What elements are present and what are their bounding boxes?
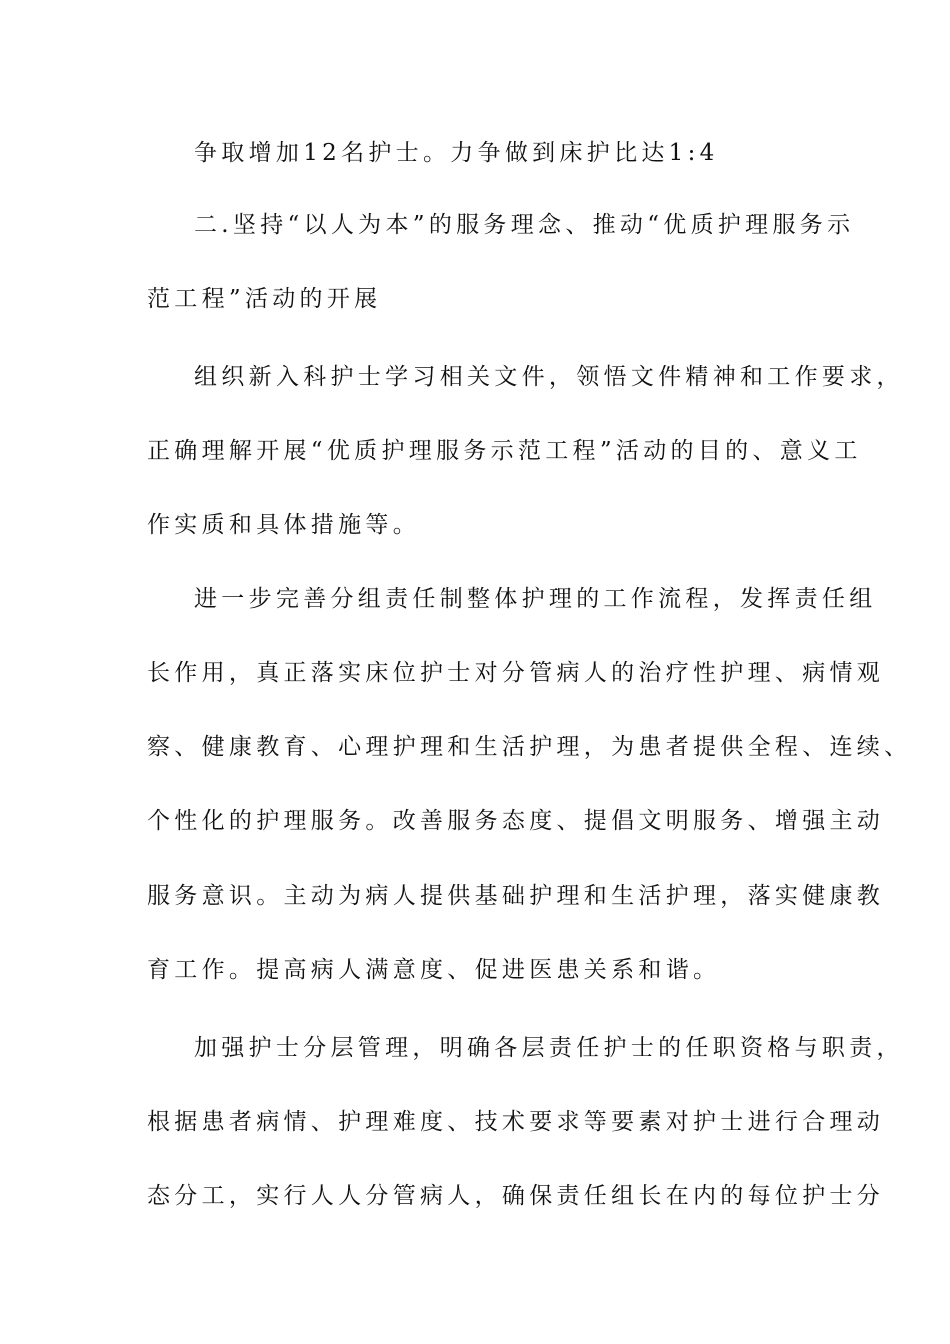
paragraph-line: 组织新入科护士学习相关文件，领悟文件精神和工作要求， <box>194 364 904 390</box>
paragraph-line: 长作用，真正落实床位护士对分管病人的治疗性护理、病情观 <box>147 660 885 686</box>
paragraph-line: 加强护士分层管理，明确各层责任护士的任职资格与职责， <box>194 1035 904 1061</box>
paragraph-line: 察、健康教育、心理护理和生活护理，为患者提供全程、连续、 <box>147 734 912 760</box>
paragraph-line: 作实质和具体措施等。 <box>147 512 420 538</box>
paragraph-line: 个性化的护理服务。改善服务态度、提倡文明服务、增强主动 <box>147 808 885 834</box>
paragraph-line: 育工作。提高病人满意度、促进医患关系和谐。 <box>147 957 721 983</box>
paragraph-line: 服务意识。主动为病人提供基础护理和生活护理，落实健康教 <box>147 883 885 909</box>
paragraph-line: 进一步完善分组责任制整体护理的工作流程，发挥责任组 <box>194 586 877 612</box>
section-heading-line: 二.坚持“以人为本”的服务理念、推动“优质护理服务示 <box>194 212 855 238</box>
section-heading-line: 范工程”活动的开展 <box>147 286 382 312</box>
paragraph-line: 态分工，实行人人分管病人，确保责任组长在内的每位护士分 <box>147 1183 885 1209</box>
paragraph-line: 争取增加12名护士。力争做到床护比达1:4 <box>194 140 719 166</box>
paragraph-line: 正确理解开展“优质护理服务示范工程”活动的目的、意义工 <box>147 438 862 464</box>
paragraph-line: 根据患者病情、护理难度、技术要求等要素对护士进行合理动 <box>147 1109 885 1135</box>
